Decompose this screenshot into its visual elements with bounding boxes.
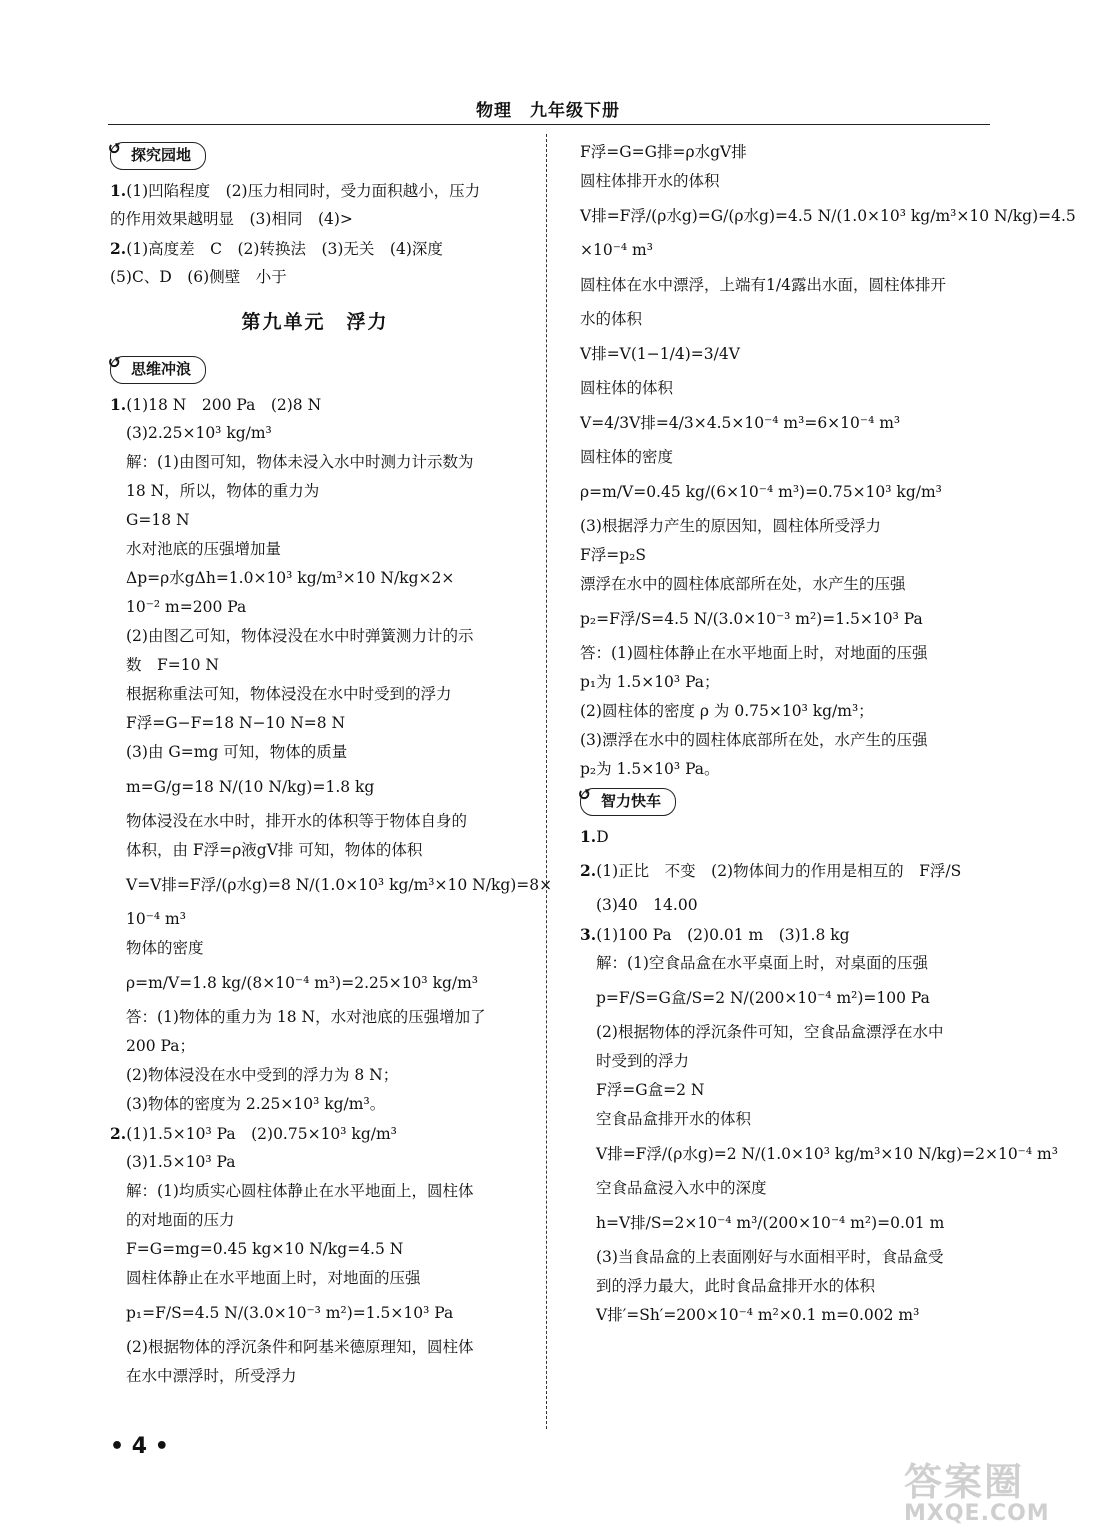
line-text: 圆柱体在水中漂浮，上端有1/4露出水面，圆柱体排开 — [580, 276, 946, 294]
line-text: (3)1.5×10³ Pa — [126, 1153, 236, 1171]
curl-arrow-icon: ↺ — [107, 352, 123, 373]
unit-title: 第九单元 浮力 — [241, 311, 389, 333]
text-line — [580, 891, 990, 920]
line-text: 在水中漂浮时，所受浮力 — [126, 1367, 297, 1385]
text-line — [110, 176, 520, 205]
line-text: (3)根据浮力产生的原因知，圆柱体所受浮力 — [580, 517, 881, 535]
text-line — [110, 807, 520, 836]
text-line — [110, 1148, 520, 1177]
text-line — [580, 334, 990, 374]
line-text: (3)当食品盒的上表面刚好与水面相平时，食品盒受 — [596, 1248, 944, 1266]
line-text: (3)漂浮在水中的圆柱体底部所在处，水产生的压强 — [580, 731, 928, 749]
text-line — [110, 1090, 520, 1119]
line-text: (1)高度差 C (2)转换法 (3)无关 (4)深度 — [126, 240, 443, 258]
line-text: (3)物体的密度为 2.25×10³ kg/m³。 — [126, 1095, 386, 1113]
line-text: F浮=p₂S — [580, 546, 646, 564]
line-text: 体积，由 F浮=ρ液gV排 可知，物体的体积 — [126, 841, 423, 859]
text-line — [580, 639, 990, 668]
line-text: 18 N，所以，物体的重力为 — [126, 482, 320, 500]
text-line — [110, 934, 520, 963]
question-number: 1. — [110, 181, 127, 200]
line-text: (1)100 Pa (2)0.01 m (3)1.8 kg — [596, 926, 850, 944]
text-line — [580, 1105, 990, 1134]
text-line — [110, 477, 520, 506]
text-line — [110, 1032, 520, 1061]
line-text: ρ=m/V=1.8 kg/(8×10⁻⁴ m³)=2.25×10³ kg/m³ — [126, 974, 479, 992]
line-text: 物体的密度 — [126, 939, 204, 957]
text-line — [110, 622, 520, 651]
line-text: p₁为 1.5×10³ Pa； — [580, 673, 720, 691]
line-text: D — [596, 828, 609, 846]
line-text: V排=F浮/(ρ水g)=G/(ρ水g)=4.5 N/(1.0×10³ kg/m³×10 N/kg)=4.5 — [580, 207, 1076, 225]
text-line — [580, 1047, 990, 1076]
section-tag-row — [107, 138, 520, 176]
text-line — [580, 167, 990, 196]
text-line — [110, 1333, 520, 1362]
line-text: 的作用效果越明显 (3)相同 (4)> — [110, 210, 353, 228]
line-text: F浮=G盒=2 N — [596, 1081, 705, 1099]
line-text: p₂为 1.5×10³ Pa。 — [580, 760, 720, 778]
line-text: F浮=G−F=18 N−10 N=8 N — [126, 714, 346, 732]
text-line — [580, 1243, 990, 1272]
line-text: 水对池底的压强增加量 — [126, 540, 282, 558]
line-text: 到的浮力最大，此时食品盒排开水的体积 — [596, 1277, 876, 1295]
text-line — [580, 920, 990, 949]
text-line — [580, 1134, 1058, 1174]
text-line — [110, 1264, 520, 1293]
line-text: ρ=m/V=0.45 kg/(6×10⁻⁴ m³)=0.75×10³ kg/m³ — [580, 483, 942, 501]
line-text: F浮=G=G排=ρ水gV排 — [580, 143, 747, 161]
text-line — [580, 1018, 990, 1047]
line-text: G=18 N — [126, 511, 190, 529]
text-line — [110, 263, 520, 292]
text-line — [580, 978, 990, 1018]
line-text: (3)40 14.00 — [596, 896, 698, 914]
line-text: 漂浮在水中的圆柱体底部所在处，水产生的压强 — [580, 575, 906, 593]
text-line — [110, 836, 520, 865]
text-line — [580, 541, 990, 570]
text-line — [110, 1003, 520, 1032]
line-text: m=G/g=18 N/(10 N/kg)=1.8 kg — [126, 778, 375, 796]
line-text: 物体浸没在水中时，排开水的体积等于物体自身的 — [126, 812, 468, 830]
line-text: Δp=ρ水gΔh=1.0×10³ kg/m³×10 N/kg×2× — [126, 569, 455, 587]
text-line — [580, 1203, 990, 1243]
text-line — [580, 196, 1076, 236]
line-text: 根据称重法可知，物体浸没在水中时受到的浮力 — [126, 685, 452, 703]
line-text: (1)正比 不变 (2)物体间力的作用是相互的 F浮/S — [596, 862, 962, 880]
line-text: 圆柱体静止在水平地面上时，对地面的压强 — [126, 1269, 421, 1287]
question-number: 1. — [580, 827, 597, 846]
text-line — [110, 1293, 520, 1333]
question-number: 2. — [110, 239, 127, 258]
line-text: p₁=F/S=4.5 N/(3.0×10⁻³ m²)=1.5×10³ Pa — [126, 1304, 454, 1322]
text-line — [110, 1061, 520, 1090]
text-line — [110, 963, 520, 1003]
question-number: 2. — [580, 861, 597, 880]
text-line — [110, 419, 520, 448]
line-text: F=G=mg=0.45 kg×10 N/kg=4.5 N — [126, 1240, 404, 1258]
text-line — [110, 390, 520, 419]
section-tag-label: 探究园地 — [131, 146, 192, 164]
text-line — [110, 709, 520, 738]
line-text: (3)2.25×10³ kg/m³ — [126, 424, 272, 442]
section-tag-label: 思维冲浪 — [131, 360, 192, 378]
left-column — [107, 138, 553, 1391]
line-text: (2)根据物体的浮沉条件可知，空食品盒漂浮在水中 — [596, 1023, 944, 1041]
line-text: 水的体积 — [580, 310, 643, 328]
line-text: 时受到的浮力 — [596, 1052, 690, 1070]
text-line — [580, 570, 990, 599]
line-text: (2)圆柱体的密度 ρ 为 0.75×10³ kg/m³； — [580, 702, 874, 720]
text-line — [580, 726, 990, 755]
text-line — [110, 680, 520, 709]
line-text: (2)物体浸没在水中受到的浮力为 8 N； — [126, 1066, 399, 1084]
line-text: (2)根据物体的浮沉条件和阿基米德原理知，圆柱体 — [126, 1338, 474, 1356]
text-line — [110, 865, 553, 905]
question-number: 2. — [110, 1124, 127, 1143]
section-tag-row — [107, 352, 520, 390]
watermark-cn: 答案圈 — [904, 1460, 1025, 1504]
line-text: (3)由 G=mg 可知，物体的质量 — [126, 743, 348, 761]
line-text: 10⁻² m=200 Pa — [126, 598, 247, 616]
question-number: 3. — [580, 925, 597, 944]
line-text: (1)18 N 200 Pa (2)8 N — [126, 396, 322, 414]
header-rule — [108, 124, 990, 125]
text-line — [580, 305, 990, 334]
page-header: 物理 九年级下册 — [476, 101, 620, 121]
text-line — [580, 1301, 990, 1330]
text-line — [580, 1174, 990, 1203]
line-text: 解：(1)空食品盒在水平桌面上时，对桌面的压强 — [596, 954, 928, 972]
text-line — [580, 443, 990, 472]
line-text: V=4/3V排=4/3×4.5×10⁻⁴ m³=6×10⁻⁴ m³ — [580, 414, 901, 432]
line-text: 数 F=10 N — [126, 656, 219, 674]
line-text: V排′=Sh′=200×10⁻⁴ m²×0.1 m=0.002 m³ — [596, 1306, 920, 1324]
text-line — [110, 905, 520, 934]
line-text: h=V排/S=2×10⁻⁴ m³/(200×10⁻⁴ m²)=0.01 m — [596, 1214, 945, 1232]
text-line — [110, 651, 520, 680]
text-line — [110, 738, 520, 767]
column-divider — [546, 134, 547, 1429]
text-line — [110, 234, 520, 263]
section-tag-row — [577, 784, 990, 822]
section-tag — [577, 784, 676, 816]
line-text: 10⁻⁴ m³ — [126, 910, 186, 928]
line-text: 空食品盒浸入水中的深度 — [596, 1179, 767, 1197]
text-line — [110, 1206, 520, 1235]
text-line — [110, 448, 520, 477]
line-text: 答：(1)圆柱体静止在水平地面上时，对地面的压强 — [580, 644, 928, 662]
section-tag — [107, 352, 206, 384]
line-text: (5)C、D (6)侧壁 小于 — [110, 268, 287, 286]
line-text: p₂=F浮/S=4.5 N/(3.0×10⁻³ m²)=1.5×10³ Pa — [580, 610, 923, 628]
text-line — [110, 205, 520, 234]
line-text: 解：(1)由图可知，物体未浸入水中时测力计示数为 — [126, 453, 474, 471]
text-line — [580, 599, 990, 639]
question-number: 1. — [110, 395, 127, 414]
text-line — [580, 822, 990, 851]
line-text: 的对地面的压力 — [126, 1211, 235, 1229]
line-text: (2)由图乙可知，物体浸没在水中时弹簧测力计的示 — [126, 627, 474, 645]
line-text: ×10⁻⁴ m³ — [580, 241, 653, 259]
text-line — [580, 512, 990, 541]
text-line — [580, 403, 990, 443]
line-text: V排=F浮/(ρ水g)=2 N/(1.0×10³ kg/m³×10 N/kg)=2×10⁻⁴ m³ — [596, 1145, 1058, 1163]
line-text: 圆柱体的体积 — [580, 379, 674, 397]
line-text: 圆柱体的密度 — [580, 448, 674, 466]
right-column — [577, 138, 1076, 1330]
line-text: V=V排=F浮/(ρ水g)=8 N/(1.0×10³ kg/m³×10 N/kg)=8× — [126, 876, 553, 894]
line-text: 空食品盒排开水的体积 — [596, 1110, 752, 1128]
text-line — [580, 1272, 990, 1301]
text-line — [110, 1362, 520, 1391]
text-line — [580, 138, 990, 167]
line-text: 解：(1)均质实心圆柱体静止在水平地面上，圆柱体 — [126, 1182, 474, 1200]
text-line — [580, 851, 990, 891]
line-text: (1)1.5×10³ Pa (2)0.75×10³ kg/m³ — [126, 1125, 397, 1143]
page-number: • 4 • — [110, 1434, 169, 1459]
text-line — [580, 949, 990, 978]
text-line — [110, 767, 520, 807]
text-line — [110, 593, 520, 622]
text-line — [580, 697, 990, 726]
text-line — [110, 1177, 520, 1206]
text-line — [580, 236, 990, 265]
line-text: (1)凹陷程度 (2)压力相同时，受力面积越小，压力 — [126, 182, 481, 200]
text-line — [110, 506, 520, 535]
text-line — [580, 374, 990, 403]
line-text: p=F/S=G盒/S=2 N/(200×10⁻⁴ m²)=100 Pa — [596, 989, 930, 1007]
text-line — [580, 472, 990, 512]
text-line — [110, 1119, 520, 1148]
line-text: V排=V(1−1/4)=3/4V — [580, 345, 740, 363]
text-line — [580, 1076, 990, 1105]
text-line — [110, 535, 520, 564]
curl-arrow-icon: ↺ — [577, 784, 593, 805]
text-line — [110, 564, 520, 593]
watermark-en: MXQE.COM — [904, 1501, 1050, 1526]
text-line — [580, 755, 990, 784]
text-line — [580, 265, 990, 305]
line-text: 圆柱体排开水的体积 — [580, 172, 720, 190]
curl-arrow-icon: ↺ — [107, 138, 123, 159]
line-text: 答：(1)物体的重力为 18 N，水对池底的压强增加了 — [126, 1008, 486, 1026]
text-line — [110, 1235, 520, 1264]
text-line — [580, 668, 990, 697]
section-tag-label: 智力快车 — [601, 792, 662, 810]
line-text: 200 Pa； — [126, 1037, 195, 1055]
watermark-logo — [904, 1462, 1094, 1528]
section-tag — [107, 138, 206, 170]
